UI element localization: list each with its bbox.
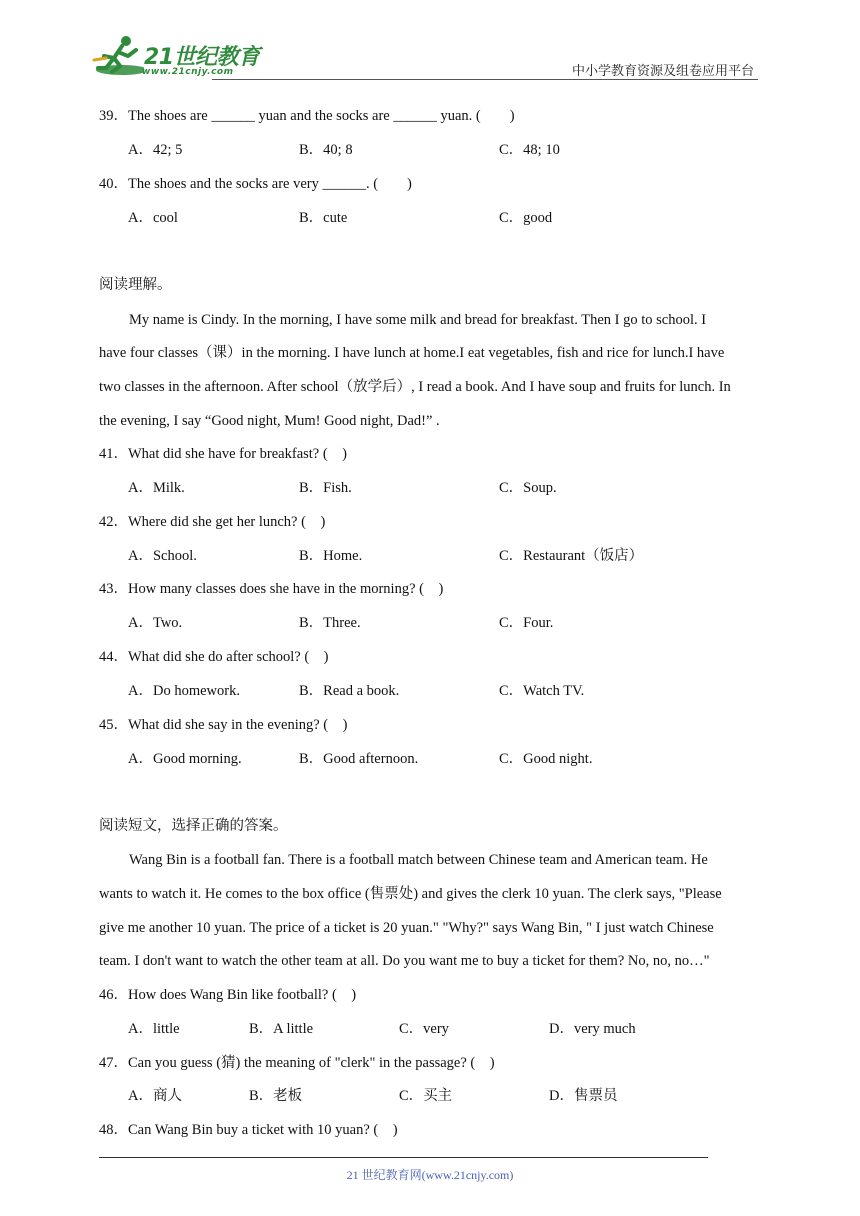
passage1-line-1: My name is Cindy. In the morning, I have some milk and bread for breakfast. Then I go to school. I bbox=[129, 312, 707, 328]
q46-option-c: C．very bbox=[399, 1021, 449, 1037]
q44-option-c: C．Watch TV. bbox=[499, 683, 585, 699]
q45-option-b: B．Good afternoon. bbox=[299, 751, 419, 767]
logo-text: 21世纪教育 bbox=[144, 45, 260, 70]
question-45: 45．What did she say in the evening? ( ) bbox=[99, 717, 348, 733]
question-43: 43．How many classes does she have in the morning? ( ) bbox=[99, 581, 444, 597]
q43-option-b: B．Three. bbox=[299, 615, 361, 631]
question-42: 42．Where did she get her lunch? ( ) bbox=[99, 514, 326, 530]
q43-option-c: C．Four. bbox=[499, 615, 554, 631]
page-header bbox=[92, 30, 758, 80]
section-heading-short-passage: 阅读短文，选择正确的答案。 bbox=[99, 818, 288, 834]
q40-option-a: A．cool bbox=[128, 210, 178, 226]
q47-option-d: D．售票员 bbox=[549, 1088, 618, 1104]
question-46: 46．How does Wang Bin like football? ( ) bbox=[99, 987, 357, 1003]
q42-option-c: C．Restaurant（饭店） bbox=[499, 548, 644, 564]
passage2-line-1: Wang Bin is a football fan. There is a football match between Chinese team and American team. He bbox=[129, 852, 708, 868]
q43-option-a: A．Two. bbox=[128, 615, 183, 631]
runner-logo-icon bbox=[92, 34, 144, 78]
footer-divider bbox=[99, 1157, 708, 1158]
q47-option-b: B．老板 bbox=[249, 1088, 303, 1104]
q45-option-c: C．Good night. bbox=[499, 751, 593, 767]
q47-option-a: A．商人 bbox=[128, 1088, 182, 1104]
q42-option-a: A．School. bbox=[128, 548, 197, 564]
q40-option-c: C．good bbox=[499, 210, 553, 226]
q39-option-b: B．40; 8 bbox=[299, 142, 353, 158]
q40-option-b: B．cute bbox=[299, 210, 348, 226]
question-41: 41．What did she have for breakfast? ( ) bbox=[99, 446, 348, 462]
q39-option-c: C．48; 10 bbox=[499, 142, 560, 158]
logo bbox=[92, 34, 262, 78]
q41-option-a: A．Milk. bbox=[128, 480, 185, 496]
passage1-line-4: the evening, I say “Good night, Mum! Good night, Dad!” . bbox=[99, 413, 440, 429]
header-platform-title: 中小学教育资源及组卷应用平台 bbox=[571, 64, 754, 79]
q47-option-c: C．买主 bbox=[399, 1088, 453, 1104]
question-39: 39．The shoes are ______ yuan and the socks are ______ yuan. ( ) bbox=[99, 108, 515, 124]
question-40: 40．The shoes and the socks are very ______. ( ) bbox=[99, 176, 412, 192]
section-heading-reading: 阅读理解。 bbox=[99, 277, 172, 293]
passage1-line-3: two classes in the afternoon. After school（放学后）, I read a book. And I have soup and fruits for lunch. In bbox=[99, 379, 731, 395]
question-47: 47．Can you guess (猜) the meaning of "clerk" in the passage? ( ) bbox=[99, 1055, 495, 1071]
q46-option-b: B．A little bbox=[249, 1021, 314, 1037]
q46-option-a: A．little bbox=[128, 1021, 180, 1037]
page-footer: 21 世纪教育网(www.21cnjy.com) bbox=[346, 1168, 514, 1182]
passage2-line-3: give me another 10 yuan. The price of a ticket is 20 yuan." "Why?" says Wang Bin, " I just watch Chinese bbox=[99, 920, 714, 936]
passage2-line-2: wants to watch it. He comes to the box office (售票处) and gives the clerk 10 yuan. The clerk says, "Please bbox=[99, 886, 722, 902]
q41-option-c: C．Soup. bbox=[499, 480, 557, 496]
logo-url: www.21cnjy.com bbox=[142, 67, 234, 77]
q45-option-a: A．Good morning. bbox=[128, 751, 242, 767]
q44-option-b: B．Read a book. bbox=[299, 683, 400, 699]
question-44: 44．What did she do after school? ( ) bbox=[99, 649, 329, 665]
q39-option-a: A．42; 5 bbox=[128, 142, 183, 158]
q46-option-d: D．very much bbox=[549, 1021, 636, 1037]
passage2-line-4: team. I don't want to watch the other team at all. Do you want me to buy a ticket for them? No, no, no…" bbox=[99, 953, 710, 969]
q44-option-a: A．Do homework. bbox=[128, 683, 240, 699]
q42-option-b: B．Home. bbox=[299, 548, 363, 564]
passage1-line-2: have four classes（课）in the morning. I have lunch at home.I eat vegetables, fish and rice for lunch.I have bbox=[99, 345, 725, 361]
q41-option-b: B．Fish. bbox=[299, 480, 352, 496]
header-divider bbox=[212, 79, 758, 80]
question-48: 48．Can Wang Bin buy a ticket with 10 yuan? ( ) bbox=[99, 1122, 398, 1138]
